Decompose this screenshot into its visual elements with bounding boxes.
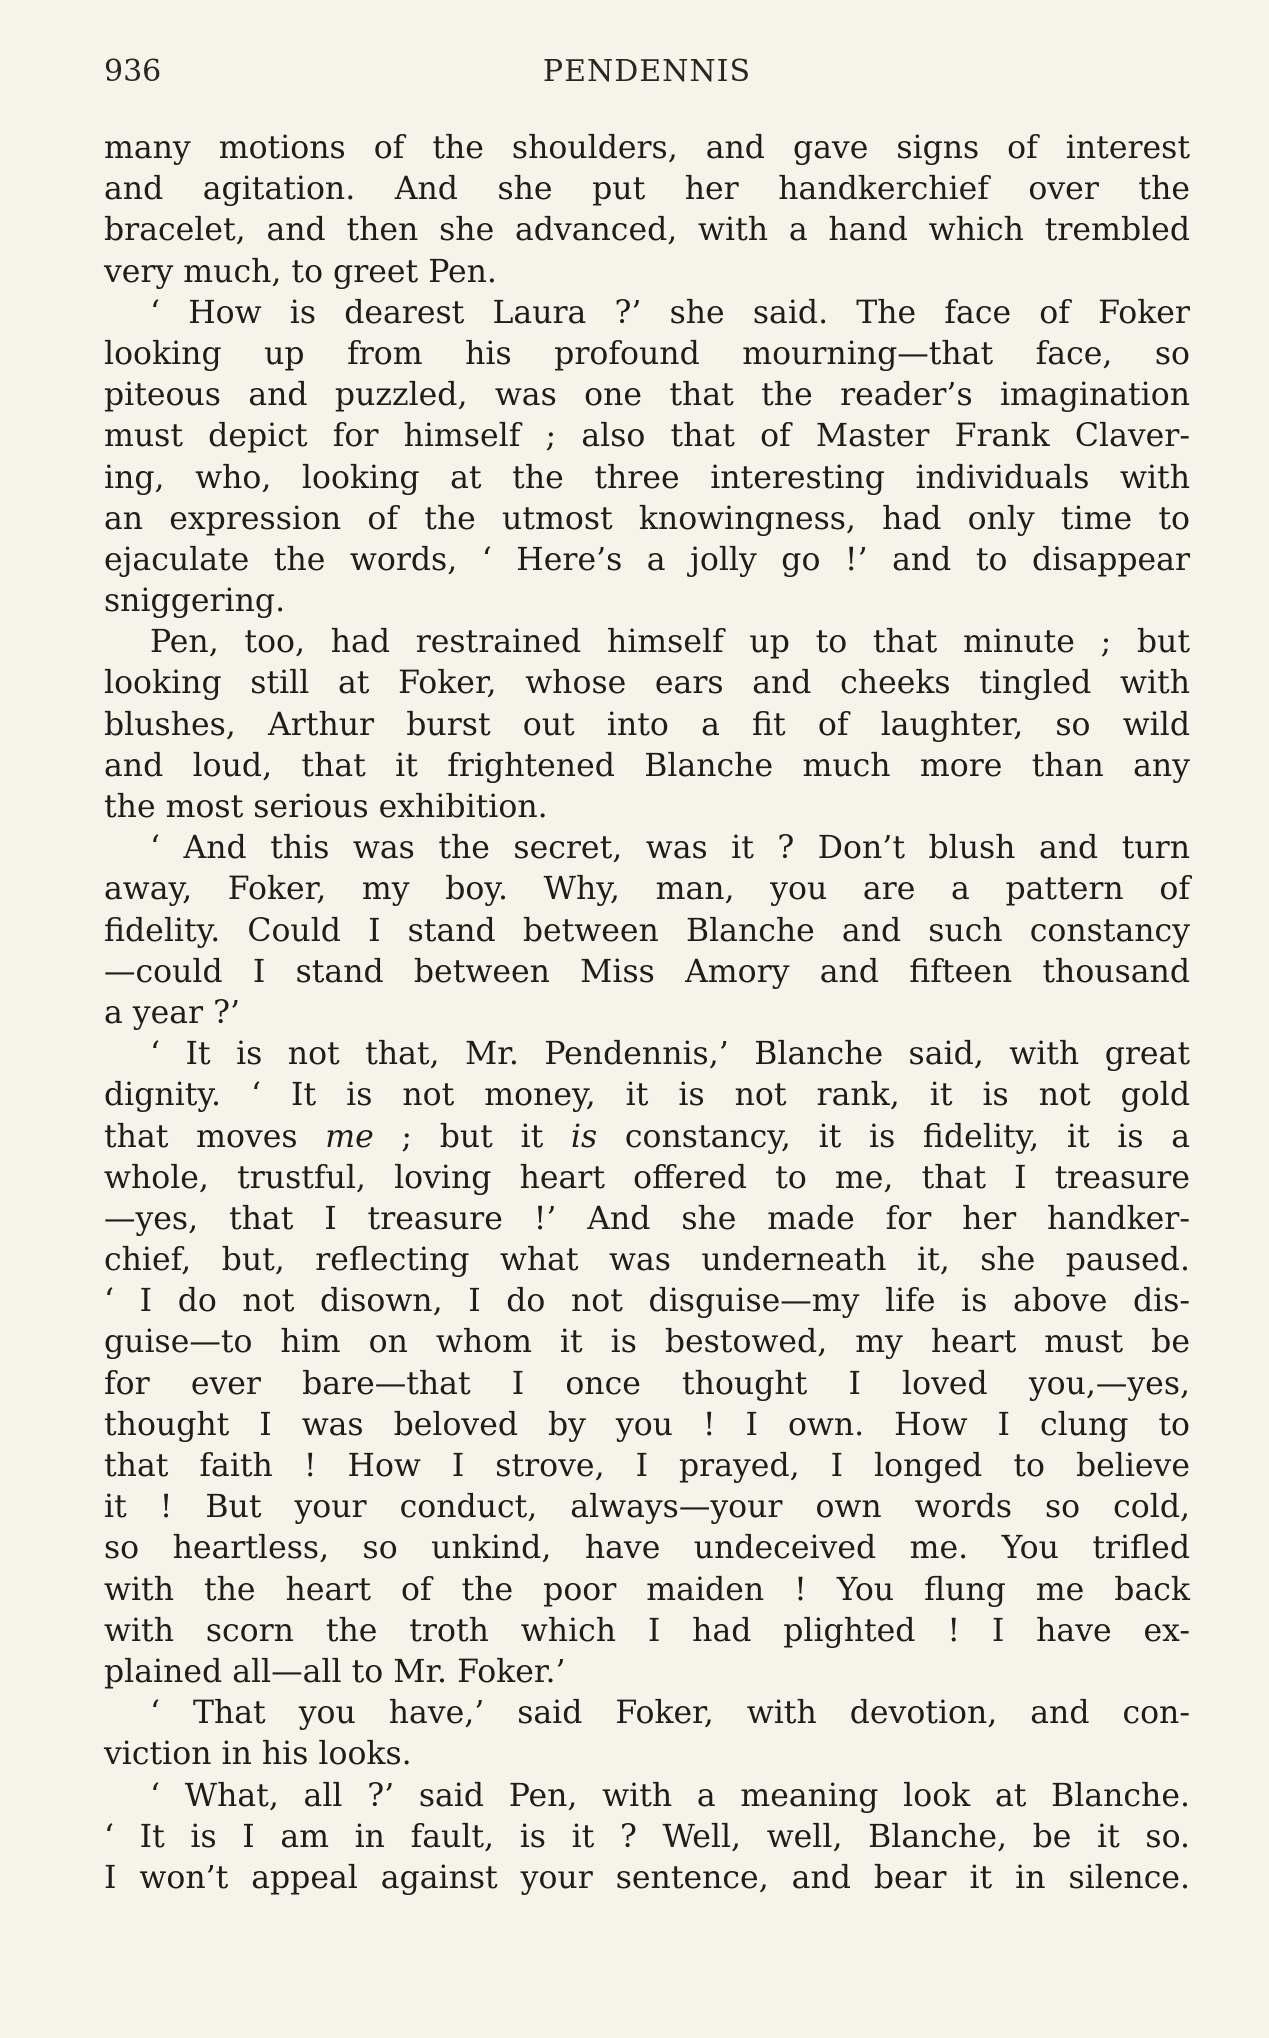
text-line: ‘ I do not disown, I do not disguise—my life is above dis-: [104, 1283, 1190, 1320]
text-line: a year ?’: [104, 994, 240, 1031]
text-line: fidelity. Could I stand between Blanche and such constancy: [104, 912, 1190, 949]
text-line: piteous and puzzled, was one that the reader’s imagination: [104, 377, 1190, 414]
text-line: Pen, too, had restrained himself up to that minute ; but: [150, 624, 1190, 661]
text-line: guise—to him on whom it is bestowed, my heart must be: [104, 1324, 1190, 1361]
text-line: with the heart of the poor maiden ! You flung me back: [104, 1571, 1190, 1608]
text-line: [104, 1117, 1190, 1158]
text-line: and agitation. And she put her handkerchief over the: [104, 171, 1190, 208]
text-line: ‘ And this was the secret, was it ? Don’t blush and turn: [150, 830, 1190, 867]
text-line: an expression of the utmost knowingness, had only time to: [104, 500, 1190, 537]
text-line: ‘ How is dearest Laura ?’ she said. The face of Foker: [150, 294, 1190, 331]
text-line: looking still at Foker, whose ears and cheeks tingled with: [104, 665, 1190, 702]
text-line: dignity. ‘ It is not money, it is not rank, it is not gold: [104, 1077, 1190, 1114]
text-line: that faith ! How I strove, I prayed, I longed to believe: [104, 1448, 1190, 1484]
text-line: ‘ It is not that, Mr. Pendennis,’ Blanche said, with great: [150, 1036, 1190, 1073]
text-line: with scorn the troth which I had plighted ! I have ex-: [104, 1612, 1190, 1649]
text-line: viction in his looks.: [104, 1736, 412, 1773]
text-line: chief, but, reflecting what was underneath it, she paused.: [104, 1242, 1190, 1279]
emphasis: is: [570, 1118, 598, 1155]
text-line: very much, to greet Pen.: [104, 253, 497, 290]
text-line: ing, who, looking at the three interesting individuals with: [104, 459, 1190, 496]
text-line: I won’t appeal against your sentence, and bear it in silence.: [104, 1859, 1190, 1896]
text-line: ejaculate the words, ‘ Here’s a jolly go !’ and to disappear: [104, 541, 1190, 578]
text-line: looking up from his profound mourning—that face, so: [104, 335, 1190, 372]
text-line: —could I stand between Miss Amory and fifteen thousand: [104, 953, 1190, 990]
text-line: must depict for himself ; also that of Master Frank Claver-: [104, 418, 1190, 455]
body-text: [104, 128, 1190, 1899]
text-line: —yes, that I treasure !’ And she made for her handker-: [104, 1200, 1190, 1237]
text-line: thought I was beloved by you ! I own. How I clung to: [104, 1406, 1190, 1443]
text-fragment: ; but it: [373, 1118, 571, 1155]
text-line: it ! But your conduct, always—your own words so cold,: [104, 1489, 1190, 1526]
text-line: many motions of the shoulders, and gave signs of interest: [104, 130, 1190, 166]
page-header: [104, 54, 1190, 94]
text-line: the most serious exhibition.: [104, 789, 548, 825]
text-fragment: constancy, it is fidelity, it is a: [597, 1118, 1190, 1155]
text-line: sniggering.: [104, 583, 286, 620]
text-line: blushes, Arthur burst out into a fit of laughter, so wild: [104, 706, 1190, 743]
text-line: ‘ It is I am in fault, is it ? Well, well, Blanche, be it so.: [104, 1818, 1190, 1855]
page-number: 936: [104, 54, 162, 89]
text-line: ‘ That you have,’ said Foker, with devotion, and con-: [150, 1695, 1190, 1732]
text-line: plained all—all to Mr. Foker.’: [104, 1653, 566, 1690]
text-line: so heartless, so unkind, have undeceived me. You trifled: [104, 1530, 1190, 1567]
text-line: whole, trustful, loving heart offered to me, that I treasure: [104, 1159, 1190, 1196]
text-line: ‘ What, all ?’ said Pen, with a meaning look at Blanche.: [150, 1777, 1190, 1814]
text-line: for ever bare—that I once thought I loved you,—yes,: [104, 1365, 1190, 1402]
text-fragment: that moves: [104, 1118, 326, 1155]
emphasis: me: [325, 1118, 374, 1155]
text-line: and loud, that it frightened Blanche much more than any: [104, 747, 1190, 784]
running-title: PENDENNIS: [542, 54, 752, 89]
text-line: bracelet, and then she advanced, with a hand which trembled: [104, 212, 1190, 249]
text-line: away, Foker, my boy. Why, man, you are a pattern of: [104, 871, 1190, 908]
